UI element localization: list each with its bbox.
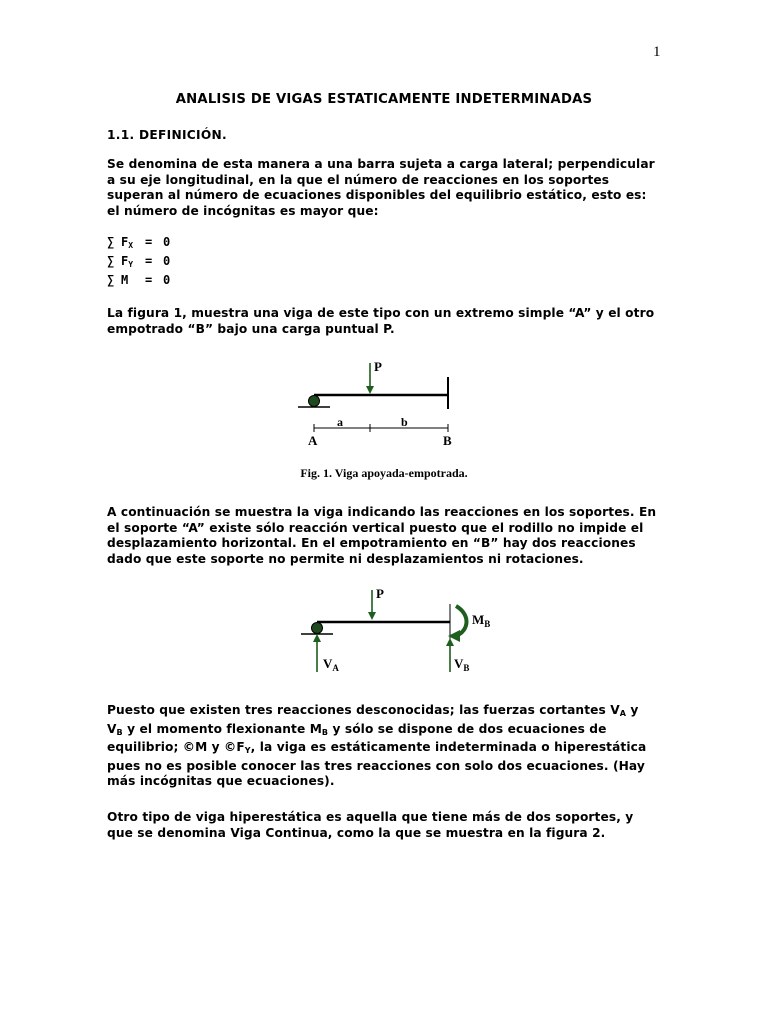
text-line: Otro tipo de viga hiperestática es aquella que tiene más de dos soportes, y	[107, 810, 634, 824]
point-a-label: A	[308, 433, 318, 448]
figure1-caption: Fig. 1. Viga apoyada-empotrada.	[300, 466, 468, 480]
figure2-diagram	[290, 584, 510, 676]
reaction-va-arrowhead	[313, 634, 321, 642]
reaction-vb-arrowhead	[446, 638, 454, 646]
sum-symbol: ∑	[107, 235, 115, 249]
load-arrowhead	[366, 386, 374, 394]
equals-sign: =	[145, 254, 153, 268]
equation-sum-fx	[107, 235, 170, 253]
equals-sign: =	[145, 235, 153, 249]
text-line: el soporte “A” existe sólo reacción vertical puesto que el rodillo no impide el	[107, 520, 644, 535]
text-line: Puesto que existen tres reacciones desconocidas; las fuerzas cortantes $V_A$ y	[107, 703, 639, 718]
text-line: A continuación se muestra la viga indicando las reacciones en los soportes. En	[107, 505, 657, 519]
paragraph-figure1-intro	[107, 306, 667, 337]
point-b-label: B	[443, 433, 452, 448]
roller-support	[309, 396, 320, 407]
document-title: ANALISIS DE VIGAS ESTATICAMENTE INDETERMINADAS	[175, 92, 593, 107]
text-line: equilibrio; ©M y $©F_Y$, la viga es estáticamente indeterminada o hiperestática	[107, 740, 647, 756]
paragraph-reactions	[107, 505, 667, 567]
text-line: que se denomina Viga Continua, como la que se muestra en la figura 2.	[107, 825, 606, 840]
equation-value: 0	[163, 273, 171, 287]
equation-value: 0	[163, 235, 171, 249]
equation-sum-m	[107, 273, 170, 291]
paragraph-indeterminacy	[107, 703, 667, 790]
text-line: el número de incógnitas es mayor que:	[107, 203, 379, 218]
text-line: desplazamiento horizontal. En el empotramiento en “B” hay dos reacciones	[107, 536, 636, 551]
roller-support	[312, 623, 323, 634]
load-label: P	[374, 359, 382, 374]
text-line: superan al número de ecuaciones disponibles del equilibrio estático, esto es:	[107, 188, 647, 203]
equation-variable: $F_Y$	[121, 254, 134, 269]
text-line: a su eje longitudinal, en la que el número de reacciones en los soportes	[107, 172, 610, 187]
sum-symbol: ∑	[107, 254, 115, 268]
text-line: pues no es posible conocer las tres reacciones con solo dos ecuaciones. (Hay	[107, 758, 645, 773]
reaction-vb-label: $V_B$	[454, 656, 470, 673]
text-line: empotrado “B” bajo una carga puntual P.	[107, 321, 395, 336]
equation-variable: M	[121, 273, 129, 287]
equation-sum-fy	[107, 254, 170, 272]
text-line: dado que este soporte no permite ni desplazamientos ni rotaciones.	[107, 551, 584, 566]
dimension-b-label: b	[401, 415, 408, 429]
paragraph-definition	[107, 157, 667, 219]
moment-label: $M_B$	[472, 612, 491, 629]
equals-sign: =	[145, 273, 153, 287]
text-line: La figura 1, muestra una viga de este tipo con un extremo simple “A” y el otro	[107, 306, 655, 320]
load-arrowhead	[368, 612, 376, 620]
sum-symbol: ∑	[107, 273, 115, 287]
dimension-a-label: a	[337, 415, 343, 429]
figure1-diagram	[290, 355, 470, 455]
text-line: Se denomina de esta manera a una barra sujeta a carga lateral; perpendicular	[107, 157, 655, 171]
load-label: P	[376, 586, 384, 601]
reaction-va-label: $V_A$	[323, 656, 339, 673]
text-line: más incógnitas que ecuaciones).	[107, 774, 335, 789]
section-heading: 1.1. DEFINICIÓN.	[107, 128, 227, 142]
equation-value: 0	[163, 254, 171, 268]
paragraph-continuous-beam	[107, 810, 667, 841]
page-number: 1	[653, 44, 661, 60]
equation-variable: $F_X$	[121, 235, 134, 250]
text-line: $V_B$ y el momento flexionante $M_B$ y sólo se dispone de dos ecuaciones de	[107, 721, 607, 737]
